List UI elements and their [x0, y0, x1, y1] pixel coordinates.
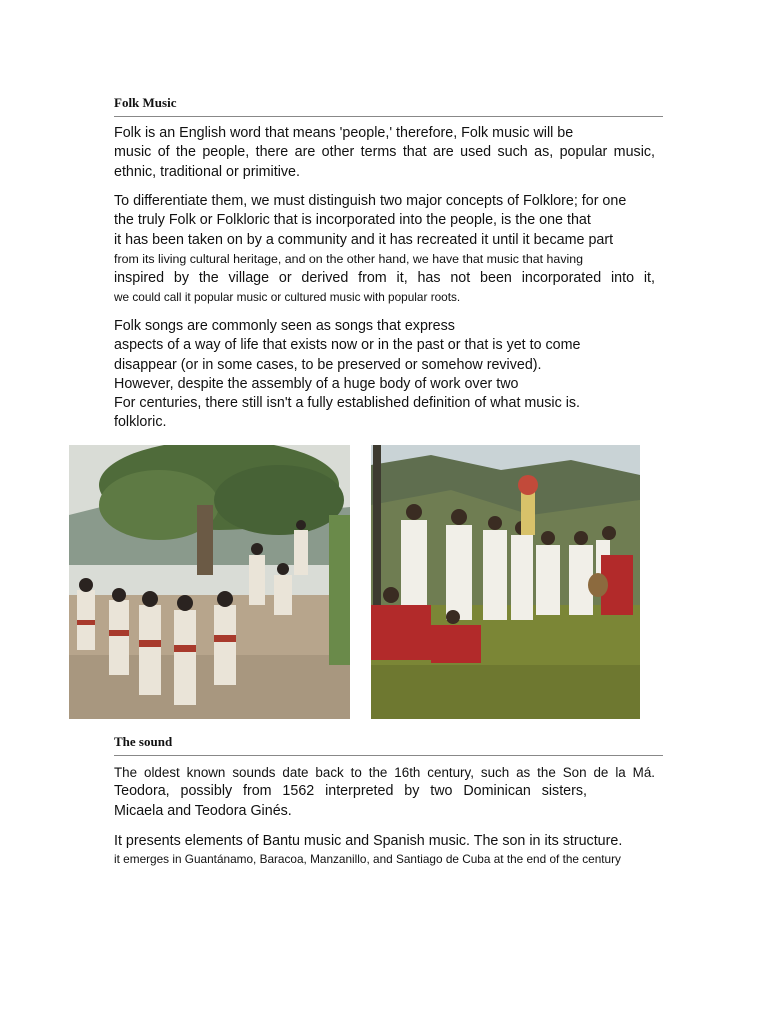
text-line: from its living cultural heritage, and on the other hand, we have that music that having	[114, 251, 584, 266]
text-line: Teodora, possibly from 1562 interpreted by two Dominican sisters,	[114, 783, 587, 800]
text-line: it emerges in Guantánamo, Baracoa, Manzanillo, and Santiago de Cuba at the end of the century	[114, 852, 621, 867]
text-line: To differentiate them, we must distinguish two major concepts of Folklore; for one	[114, 193, 627, 209]
text-line: it has been taken on by a community and it has recreated it until it became part	[114, 231, 614, 248]
text-line: ethnic, traditional or primitive.	[114, 163, 300, 180]
photo-folk-dancers-tree	[69, 445, 350, 719]
text-line: inspired by the village or derived from it, has not been incorporated into it,	[114, 270, 655, 287]
text-line: For centuries, there still isn't a fully established definition of what music is.	[114, 395, 580, 412]
text-line: folkloric.	[114, 414, 167, 431]
text-line: aspects of a way of life that exists now or in the past or that is yet to come	[114, 337, 581, 354]
text-line: music of the people, there are other terms that are used such as, popular music,	[114, 144, 655, 161]
section-heading-folk-music: Folk Music	[114, 95, 663, 117]
paragraph-folk-definition	[114, 124, 655, 182]
text-line: disappear (or in some cases, to be preserved or somehow revived).	[114, 356, 542, 373]
text-line: However, despite the assembly of a huge body of work over two	[114, 375, 519, 392]
section-heading-the-sound: The sound	[114, 734, 663, 756]
text-line: The oldest known sounds date back to the 16th century, such as the Son de la Má.	[114, 765, 655, 780]
text-line: we could call it popular music or cultured music with popular roots.	[114, 290, 461, 305]
paragraph-folk-songs	[114, 317, 655, 433]
paragraph-folklore-concepts	[114, 192, 655, 308]
text-line: It presents elements of Bantu music and Spanish music. The son in its structure.	[114, 833, 623, 849]
paragraph-oldest-sounds	[114, 763, 655, 821]
text-line: Folk is an English word that means 'people,' therefore, Folk music will be	[114, 125, 574, 141]
text-line: the truly Folk or Folkloric that is incorporated into the people, is the one that	[114, 212, 591, 229]
photo-folk-musicians-hillside	[371, 445, 640, 719]
text-line: Folk songs are commonly seen as songs that express	[114, 318, 455, 334]
paragraph-bantu-spanish	[114, 832, 674, 868]
text-line: Micaela and Teodora Ginés.	[114, 802, 292, 819]
